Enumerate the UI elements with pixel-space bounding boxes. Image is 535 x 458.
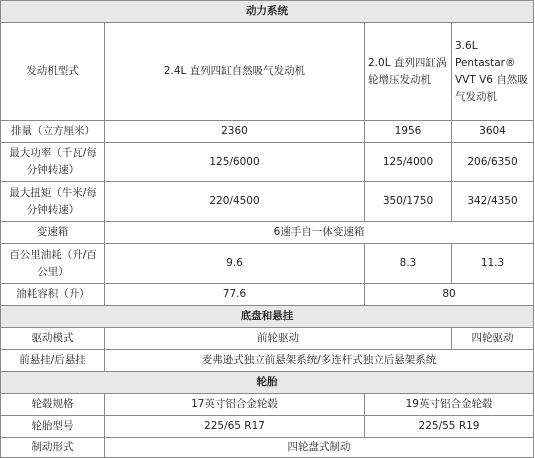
cell-displacement-c1: 2360 bbox=[105, 121, 365, 143]
cell-drive-mode-c12: 前轮驱动 bbox=[105, 328, 452, 350]
cell-rim-spec-a: 17英寸铝合金轮毂 bbox=[105, 394, 365, 416]
cell-engine-type-c2: 2.0L 直列四缸涡轮增压发动机 bbox=[365, 23, 452, 121]
row-label-engine-type: 发动机型式 bbox=[1, 23, 105, 121]
cell-tank-capacity-c1: 77.6 bbox=[105, 284, 365, 306]
row-label-transmission: 变速箱 bbox=[1, 222, 105, 244]
row-label-tire-model: 轮胎型号 bbox=[1, 416, 105, 438]
table-row-brake bbox=[1, 438, 534, 458]
cell-max-power-c3: 206/6350 bbox=[452, 143, 534, 182]
cell-fuel-consumption-c3: 11.3 bbox=[452, 244, 534, 284]
cell-displacement-c3: 3604 bbox=[452, 121, 534, 143]
cell-fuel-consumption-c2: 8.3 bbox=[365, 244, 452, 284]
cell-drive-mode-c3: 四轮驱动 bbox=[452, 328, 534, 350]
cell-rim-spec-b: 19英寸铝合金轮毂 bbox=[365, 394, 534, 416]
table-row-tire-model bbox=[1, 416, 534, 438]
row-label-displacement: 排量（立方厘米） bbox=[1, 121, 105, 143]
cell-tank-capacity-c23: 80 bbox=[365, 284, 534, 306]
table-row-drive-mode bbox=[1, 328, 534, 350]
section-row-powertrain bbox=[1, 1, 534, 23]
row-label-max-torque: 最大扭矩（牛米/每分钟转速） bbox=[1, 182, 105, 222]
cell-displacement-c2: 1956 bbox=[365, 121, 452, 143]
section-row-wheels bbox=[1, 372, 534, 394]
table-row-fuel-consumption bbox=[1, 244, 534, 284]
row-label-rim-spec: 轮毂规格 bbox=[1, 394, 105, 416]
cell-max-power-c2: 125/4000 bbox=[365, 143, 452, 182]
table-row-transmission bbox=[1, 222, 534, 244]
table-row-max-power bbox=[1, 143, 534, 182]
cell-max-power-c1: 125/6000 bbox=[105, 143, 365, 182]
row-label-suspension: 前悬挂/后悬挂 bbox=[1, 350, 105, 372]
section-header-chassis: 底盘和悬挂 bbox=[1, 306, 534, 328]
section-row-chassis bbox=[1, 306, 534, 328]
cell-max-torque-c2: 350/1750 bbox=[365, 182, 452, 222]
table-row-tank-capacity bbox=[1, 284, 534, 306]
section-header-powertrain: 动力系统 bbox=[1, 1, 534, 23]
cell-max-torque-c3: 342/4350 bbox=[452, 182, 534, 222]
cell-transmission: 6速手自一体变速箱 bbox=[105, 222, 534, 244]
cell-max-torque-c1: 220/4500 bbox=[105, 182, 365, 222]
section-header-wheels: 轮胎 bbox=[1, 372, 534, 394]
cell-fuel-consumption-c1: 9.6 bbox=[105, 244, 365, 284]
cell-engine-type-c3: 3.6L Pentastar® VVT V6 自然吸气发动机 bbox=[452, 23, 534, 121]
cell-tire-model-b: 225/55 R19 bbox=[365, 416, 534, 438]
table-row-suspension bbox=[1, 350, 534, 372]
cell-engine-type-c1: 2.4L 直列四缸自然吸气发动机 bbox=[105, 23, 365, 121]
row-label-fuel-consumption: 百公里油耗（升/百公里） bbox=[1, 244, 105, 284]
cell-brake: 四轮盘式制动 bbox=[105, 438, 534, 458]
row-label-max-power: 最大功率（千瓦/每分钟转速） bbox=[1, 143, 105, 182]
table-row-max-torque bbox=[1, 182, 534, 222]
table-row-displacement bbox=[1, 121, 534, 143]
table-row-rim-spec bbox=[1, 394, 534, 416]
table-row-engine-type bbox=[1, 23, 534, 121]
row-label-tank-capacity: 油耗容积（升） bbox=[1, 284, 105, 306]
row-label-drive-mode: 驱动模式 bbox=[1, 328, 105, 350]
row-label-brake: 制动形式 bbox=[1, 438, 105, 458]
cell-tire-model-a: 225/65 R17 bbox=[105, 416, 365, 438]
cell-suspension: 麦弗逊式独立前悬架系统/多连杆式独立后悬架系统 bbox=[105, 350, 534, 372]
